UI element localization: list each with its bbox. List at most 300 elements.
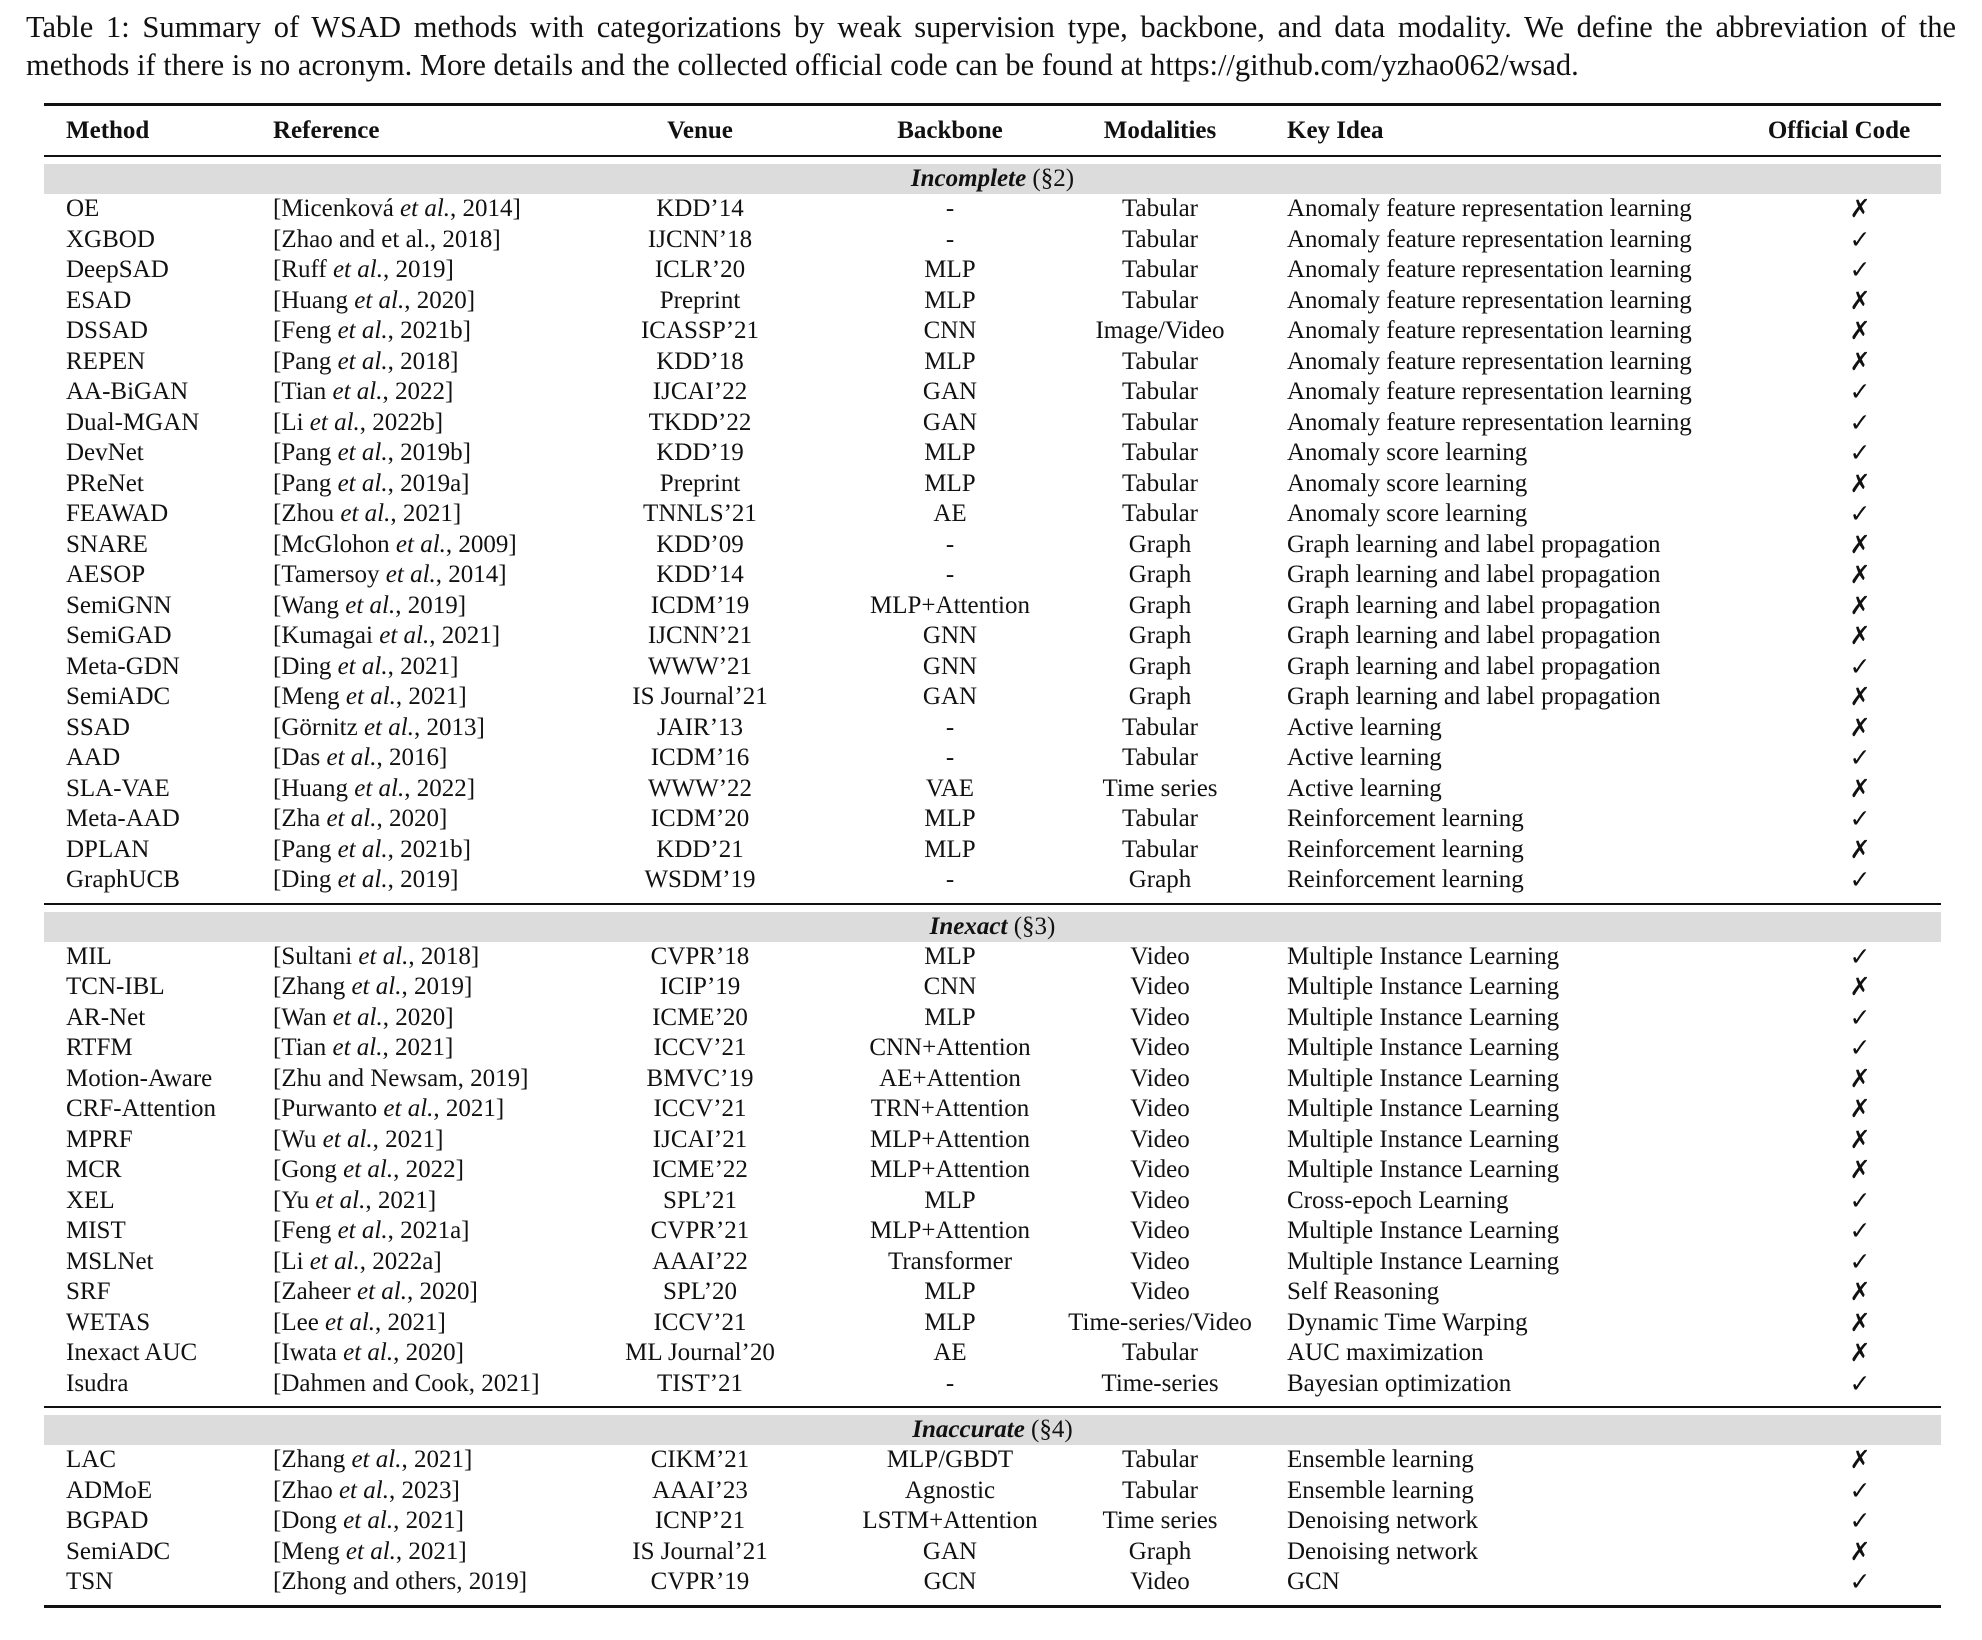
modalities-cell: Time series	[1102, 1507, 1218, 1534]
venue-cell: CIKM’21	[650, 1446, 750, 1473]
modalities-cell: Tabular	[1122, 1339, 1198, 1366]
wsad-summary-table	[44, 103, 1941, 1608]
venue-cell: WSDM’19	[644, 866, 756, 893]
reference-year: , 2021]	[375, 1308, 446, 1336]
modalities-cell: Video	[1130, 1125, 1190, 1153]
official-code-cell	[1790, 942, 1930, 974]
key-idea-cell: Denoising network	[1287, 1507, 1478, 1534]
modalities-cell: Time-series	[1101, 1369, 1219, 1397]
reference-text: [Zaheer	[273, 1278, 357, 1305]
method-cell: Isudra	[66, 1369, 129, 1397]
reference-year: , 2014]	[435, 561, 507, 588]
key-idea-cell: Anomaly feature representation learning	[1287, 317, 1692, 344]
official-code-cell	[1790, 1003, 1930, 1035]
reference-et-al: et al.	[343, 1339, 394, 1366]
key-idea-cell: Multiple Instance Learning	[1287, 1217, 1560, 1244]
reference-et-al: et al.	[345, 683, 396, 710]
check-icon: ✓	[1849, 743, 1871, 772]
backbone-cell: GAN	[922, 408, 978, 436]
modalities-cell: Video	[1130, 1034, 1190, 1061]
reference-cell	[273, 1094, 504, 1125]
modalities-cell: Graph	[1128, 1537, 1192, 1565]
reference-year: , 2020]	[406, 1278, 478, 1305]
table-row	[44, 713, 1941, 744]
modalities-cell: Tabular	[1122, 378, 1198, 405]
venue-cell: ICDM’19	[650, 591, 750, 619]
modalities-cell: Tabular	[1122, 713, 1198, 741]
table-row	[44, 469, 1941, 500]
reference-year: , 2022a]	[359, 1247, 442, 1275]
reference-year: , 2020]	[382, 1003, 454, 1031]
venue-cell: IS Journal’21	[632, 1537, 768, 1565]
table-row	[44, 621, 1941, 652]
method-cell: TSN	[66, 1568, 114, 1595]
reference-et-al: et al.	[337, 469, 388, 497]
official-code-cell	[1790, 1064, 1930, 1096]
backbone-cell: MLP+Attention	[870, 1125, 1030, 1153]
modalities-cell: Image/Video	[1095, 317, 1225, 344]
table-row	[44, 255, 1941, 286]
table-row	[44, 804, 1941, 835]
reference-cell	[273, 225, 501, 256]
cross-icon: ✗	[1849, 712, 1871, 742]
reference-et-al: et al.	[340, 500, 391, 527]
key-idea-cell: Anomaly feature representation learning	[1287, 195, 1692, 222]
backbone-cell: CNN	[923, 317, 977, 344]
modalities-cell: Time series	[1102, 774, 1218, 802]
reference-year: , 2021]	[393, 1507, 464, 1534]
method-cell: WETAS	[66, 1308, 151, 1336]
modalities-cell: Tabular	[1122, 835, 1198, 863]
reference-year: , 2021]	[395, 1537, 467, 1565]
header-reference: Reference	[273, 117, 380, 144]
table-row	[44, 1537, 1941, 1568]
cross-icon: ✗	[1849, 316, 1871, 345]
key-idea-cell: AUC maximization	[1287, 1339, 1484, 1366]
official-code-cell	[1790, 377, 1930, 409]
venue-cell: KDD’14	[656, 561, 744, 588]
check-icon: ✓	[1849, 255, 1871, 284]
reference-et-al: et al.	[395, 530, 446, 558]
reference-et-al: et al.	[337, 317, 388, 344]
check-icon: ✓	[1849, 865, 1871, 894]
method-cell: TCN-IBL	[66, 973, 165, 1000]
reference-text: [Zhu and Newsam, 2019]	[273, 1064, 529, 1092]
cross-icon: ✗	[1849, 468, 1871, 498]
key-idea-cell: Anomaly feature representation learning	[1287, 256, 1692, 283]
key-idea-cell: Graph learning and label propagation	[1287, 622, 1661, 649]
venue-cell: KDD’18	[656, 347, 744, 375]
key-idea-cell: Reinforcement learning	[1287, 805, 1524, 832]
venue-cell: ICCV’21	[653, 1034, 747, 1061]
table-row	[44, 1247, 1941, 1278]
modalities-cell: Tabular	[1122, 744, 1198, 771]
reference-et-al: et al.	[332, 1003, 383, 1031]
key-idea-cell: Anomaly feature representation learning	[1287, 408, 1692, 436]
bottom-rule	[44, 1605, 1941, 1608]
check-icon: ✓	[1849, 438, 1871, 467]
venue-cell: ML Journal’20	[625, 1339, 775, 1366]
backbone-cell: MLP	[924, 1003, 976, 1031]
venue-cell: ICME’22	[652, 1156, 748, 1183]
key-idea-cell: Denoising network	[1287, 1537, 1478, 1565]
reference-text: [Zhang	[273, 1446, 352, 1473]
reference-cell	[273, 469, 470, 500]
official-code-cell	[1790, 972, 1930, 1004]
reference-cell	[273, 713, 485, 744]
reference-text: [Zhao	[273, 1476, 339, 1504]
reference-et-al: et al.	[326, 805, 377, 832]
table-row	[44, 408, 1941, 439]
key-idea-cell: Active learning	[1287, 713, 1442, 741]
reference-et-al: et al.	[315, 1186, 366, 1214]
reference-et-al: et al.	[354, 286, 405, 314]
method-cell: LAC	[66, 1446, 116, 1473]
backbone-cell: AE	[933, 1339, 967, 1366]
check-icon: ✓	[1849, 224, 1871, 254]
backbone-cell: GAN	[922, 1537, 978, 1565]
reference-text: [Pang	[273, 835, 338, 863]
table-row	[44, 1476, 1941, 1507]
reference-text: [Tian	[273, 378, 333, 405]
official-code-cell	[1790, 438, 1930, 470]
reference-cell	[273, 972, 472, 1003]
reference-et-al: et al.	[309, 408, 360, 436]
reference-text: [Li	[273, 1247, 310, 1275]
key-idea-cell: Graph learning and label propagation	[1287, 652, 1661, 680]
modalities-cell: Graph	[1128, 683, 1192, 710]
modalities-cell: Graph	[1128, 652, 1192, 680]
official-code-cell	[1790, 530, 1930, 562]
venue-cell: IJCAI’22	[652, 378, 748, 405]
table-row	[44, 499, 1941, 530]
reference-year: , 2016]	[376, 744, 448, 771]
key-idea-cell: Anomaly feature representation learning	[1287, 378, 1692, 405]
key-idea-cell: Multiple Instance Learning	[1287, 973, 1560, 1000]
reference-text: [Feng	[273, 317, 338, 344]
reference-year: , 2021]	[372, 1125, 444, 1153]
header-backbone: Backbone	[897, 117, 1003, 144]
reference-text: [Wu	[273, 1125, 323, 1153]
venue-cell: Preprint	[659, 469, 741, 497]
official-code-cell	[1790, 225, 1930, 257]
key-idea-cell: Multiple Instance Learning	[1287, 1125, 1560, 1153]
venue-cell: SPL’20	[662, 1278, 738, 1305]
method-cell: AR-Net	[66, 1003, 146, 1031]
venue-cell: AAAI’23	[652, 1476, 748, 1504]
table-caption: Table 1: Summary of WSAD methods with categorizations by weak supervision type, backbone, and data modality. We define the abbreviation of the methods if there is no acronym. More details and the collected official code can be found at https://github.com/yzhao062/wsad.	[26, 10, 1956, 82]
method-cell: MCR	[66, 1156, 122, 1183]
modalities-cell: Tabular	[1122, 225, 1198, 253]
reference-et-al: et al.	[337, 1217, 388, 1244]
check-icon: ✓	[1849, 1368, 1871, 1398]
section-rule	[44, 1406, 1941, 1408]
reference-cell	[273, 1537, 467, 1568]
header-key-idea: Key Idea	[1287, 117, 1384, 144]
backbone-cell: MLP	[924, 347, 976, 375]
section-header	[44, 912, 1941, 942]
official-code-cell	[1790, 1247, 1930, 1279]
cross-icon: ✗	[1849, 1536, 1871, 1566]
modalities-cell: Tabular	[1122, 1476, 1198, 1504]
official-code-cell	[1790, 347, 1930, 379]
section-gap	[44, 1399, 1941, 1406]
key-idea-cell: Active learning	[1287, 744, 1442, 771]
official-code-cell	[1790, 1537, 1930, 1569]
cross-icon: ✗	[1849, 773, 1871, 803]
key-idea-cell: Multiple Instance Learning	[1287, 1247, 1560, 1275]
method-cell: AAD	[66, 744, 121, 771]
table-row	[44, 1003, 1941, 1034]
modalities-cell: Tabular	[1122, 805, 1198, 832]
modalities-cell: Tabular	[1122, 1446, 1198, 1473]
table-row	[44, 316, 1941, 347]
key-idea-cell: Multiple Instance Learning	[1287, 942, 1560, 970]
method-cell: SSAD	[66, 713, 130, 741]
backbone-cell: MLP	[924, 1308, 976, 1336]
section-ref: (§3)	[1013, 912, 1056, 940]
reference-et-al: et al.	[351, 1446, 402, 1473]
table-row	[44, 865, 1941, 896]
reference-cell	[273, 682, 467, 713]
official-code-cell	[1790, 1445, 1930, 1477]
venue-cell: IJCNN’18	[647, 225, 753, 253]
reference-text: [Lee	[273, 1308, 326, 1336]
key-idea-cell: Graph learning and label propagation	[1287, 591, 1661, 619]
reference-cell	[273, 1216, 470, 1247]
check-icon: ✓	[1849, 1033, 1871, 1062]
reference-et-al: et al.	[337, 652, 388, 680]
reference-cell	[273, 743, 447, 774]
method-cell: SemiGNN	[66, 591, 172, 619]
key-idea-cell: Ensemble learning	[1287, 1446, 1474, 1473]
cross-icon: ✗	[1849, 1063, 1871, 1093]
table-row	[44, 1567, 1941, 1598]
method-cell: Meta-GDN	[66, 652, 180, 680]
table-row	[44, 774, 1941, 805]
reference-year: , 2021]	[382, 1034, 454, 1061]
cross-icon: ✗	[1849, 1277, 1871, 1306]
reference-cell	[273, 1125, 444, 1156]
official-code-cell	[1790, 1338, 1930, 1370]
table-row	[44, 1064, 1941, 1095]
method-cell: CRF-Attention	[66, 1095, 217, 1122]
reference-cell	[273, 1186, 436, 1217]
official-code-cell	[1790, 1125, 1930, 1157]
reference-et-al: et al.	[337, 439, 388, 466]
modalities-cell: Tabular	[1122, 286, 1198, 314]
venue-cell: WWW’21	[647, 652, 753, 680]
reference-cell	[273, 408, 443, 439]
venue-cell: CVPR’21	[650, 1217, 750, 1244]
method-cell: MPRF	[66, 1125, 133, 1153]
modalities-cell: Video	[1130, 1217, 1190, 1244]
reference-year: , 2021]	[401, 1446, 473, 1473]
modalities-cell: Video	[1130, 1156, 1190, 1183]
backbone-cell: GNN	[922, 622, 978, 649]
modalities-cell: Graph	[1128, 591, 1192, 619]
check-icon: ✓	[1849, 1185, 1871, 1215]
official-code-cell	[1790, 1506, 1930, 1538]
table-row	[44, 1506, 1941, 1537]
venue-cell: Preprint	[659, 286, 741, 314]
official-code-cell	[1790, 835, 1930, 867]
reference-text: [Ruff	[273, 256, 333, 283]
check-icon: ✓	[1849, 1216, 1871, 1245]
reference-cell	[273, 1445, 472, 1476]
reference-cell	[273, 1003, 454, 1034]
reference-et-al: et al.	[354, 774, 405, 802]
method-cell: MSLNet	[66, 1247, 154, 1275]
key-idea-cell: Graph learning and label propagation	[1287, 683, 1661, 710]
backbone-cell: GCN	[923, 1568, 977, 1595]
official-code-cell	[1790, 1033, 1930, 1065]
key-idea-cell: Ensemble learning	[1287, 1476, 1474, 1504]
method-cell: GraphUCB	[66, 866, 180, 893]
cross-icon: ✗	[1849, 682, 1871, 711]
reference-year: , 2020]	[393, 1339, 464, 1366]
key-idea-cell: Graph learning and label propagation	[1287, 530, 1661, 558]
key-idea-cell: Dynamic Time Warping	[1287, 1308, 1528, 1336]
reference-year: , 2022]	[393, 1156, 464, 1183]
method-cell: SemiADC	[66, 683, 171, 710]
cross-icon: ✗	[1849, 346, 1871, 376]
reference-year: , 2021a]	[387, 1217, 470, 1244]
method-cell: DPLAN	[66, 835, 150, 863]
reference-text: [Iwata	[273, 1339, 344, 1366]
method-cell: SRF	[66, 1278, 111, 1305]
backbone-cell: MLP	[924, 439, 976, 466]
reference-year: , 2021b]	[387, 317, 471, 344]
reference-et-al: et al.	[337, 347, 388, 375]
reference-cell	[273, 1277, 478, 1308]
cross-icon: ✗	[1849, 621, 1871, 650]
reference-text: [Pang	[273, 469, 338, 497]
reference-et-al: et al.	[332, 378, 383, 405]
modalities-cell: Video	[1130, 1568, 1190, 1595]
official-code-cell	[1790, 194, 1930, 226]
official-code-cell	[1790, 408, 1930, 440]
table-row	[44, 560, 1941, 591]
backbone-cell: VAE	[925, 774, 975, 802]
reference-year: , 2021]	[390, 500, 462, 527]
reference-cell	[273, 1033, 453, 1064]
header-venue: Venue	[667, 117, 733, 144]
reference-cell	[273, 255, 454, 286]
reference-cell	[273, 377, 453, 408]
venue-cell: KDD’14	[656, 195, 744, 222]
table-row	[44, 377, 1941, 408]
table-row	[44, 1216, 1941, 1247]
reference-cell	[273, 774, 475, 805]
reference-text: [Huang	[273, 286, 355, 314]
header-modalities: Modalities	[1103, 117, 1217, 144]
reference-et-al: et al.	[332, 1034, 383, 1061]
reference-text: [Ding	[273, 866, 338, 893]
venue-cell: TKDD’22	[648, 408, 752, 436]
reference-cell	[273, 591, 466, 622]
reference-text: [Görnitz	[273, 713, 364, 741]
reference-et-al: et al.	[385, 561, 436, 588]
check-icon: ✓	[1849, 377, 1871, 406]
backbone-cell: MLP+Attention	[870, 1156, 1030, 1183]
reference-text: [Wan	[273, 1003, 333, 1031]
section-ref: (§4)	[1031, 1416, 1073, 1443]
venue-cell: ICCV’21	[653, 1095, 747, 1122]
table-row	[44, 652, 1941, 683]
table-row	[44, 1186, 1941, 1217]
venue-cell: IJCNN’21	[647, 622, 753, 649]
venue-cell: ICME’20	[652, 1003, 748, 1031]
reference-et-al: et al.	[343, 1156, 394, 1183]
reference-year: , 2022b]	[359, 408, 444, 436]
reference-cell	[273, 1369, 540, 1400]
cross-icon: ✗	[1849, 529, 1871, 559]
venue-cell: ICDM’16	[650, 744, 750, 771]
table-row	[44, 972, 1941, 1003]
official-code-cell	[1790, 560, 1930, 592]
key-idea-cell: Anomaly score learning	[1287, 500, 1528, 527]
reference-cell	[273, 347, 458, 378]
official-code-cell	[1790, 499, 1930, 531]
reference-text: [Zhang	[273, 973, 352, 1000]
reference-et-al: et al.	[332, 256, 383, 283]
reference-cell	[273, 1308, 446, 1339]
venue-cell: ICIP’19	[659, 973, 741, 1000]
reference-year: , 2018]	[387, 347, 459, 375]
reference-et-al: et al.	[337, 866, 388, 893]
method-cell: REPEN	[66, 347, 146, 375]
reference-text: [Tian	[273, 1034, 333, 1061]
reference-text: [Zhong and others, 2019]	[273, 1568, 528, 1595]
key-idea-cell: Bayesian optimization	[1287, 1369, 1512, 1397]
reference-text: [Zha	[273, 805, 327, 832]
table-row	[44, 194, 1941, 225]
method-cell: BGPAD	[66, 1507, 149, 1534]
backbone-cell: MLP+Attention	[870, 591, 1030, 619]
modalities-cell: Video	[1130, 1278, 1190, 1305]
method-cell: XEL	[66, 1186, 115, 1214]
header-official-code: Official Code	[1767, 117, 1911, 144]
modalities-cell: Tabular	[1122, 439, 1198, 466]
backbone-cell: Agnostic	[904, 1476, 996, 1504]
venue-cell: KDD’21	[656, 835, 744, 863]
method-cell: Meta-AAD	[66, 805, 180, 832]
reference-cell	[273, 560, 507, 591]
table-body	[44, 164, 1941, 1608]
reference-et-al: et al.	[325, 1308, 376, 1336]
official-code-cell	[1790, 255, 1930, 287]
key-idea-cell: Anomaly feature representation learning	[1287, 286, 1692, 314]
backbone-cell: -	[945, 561, 955, 588]
cross-icon: ✗	[1849, 972, 1871, 1001]
official-code-cell	[1790, 1155, 1930, 1187]
reference-et-al: et al.	[383, 1095, 434, 1122]
reference-cell	[273, 942, 479, 973]
reference-cell	[273, 499, 461, 530]
reference-et-al: et al.	[326, 744, 377, 771]
reference-text: [Pang	[273, 347, 338, 375]
reference-cell	[273, 1338, 464, 1369]
reference-et-al: et al.	[322, 1125, 373, 1153]
modalities-cell: Video	[1130, 973, 1190, 1000]
modalities-cell: Tabular	[1122, 469, 1198, 497]
official-code-cell	[1790, 1308, 1930, 1340]
table-row	[44, 1094, 1941, 1125]
venue-cell: ICCV’21	[653, 1308, 747, 1336]
reference-text: [Dahmen and Cook, 2021]	[273, 1369, 540, 1397]
key-idea-cell: Anomaly score learning	[1287, 439, 1528, 466]
